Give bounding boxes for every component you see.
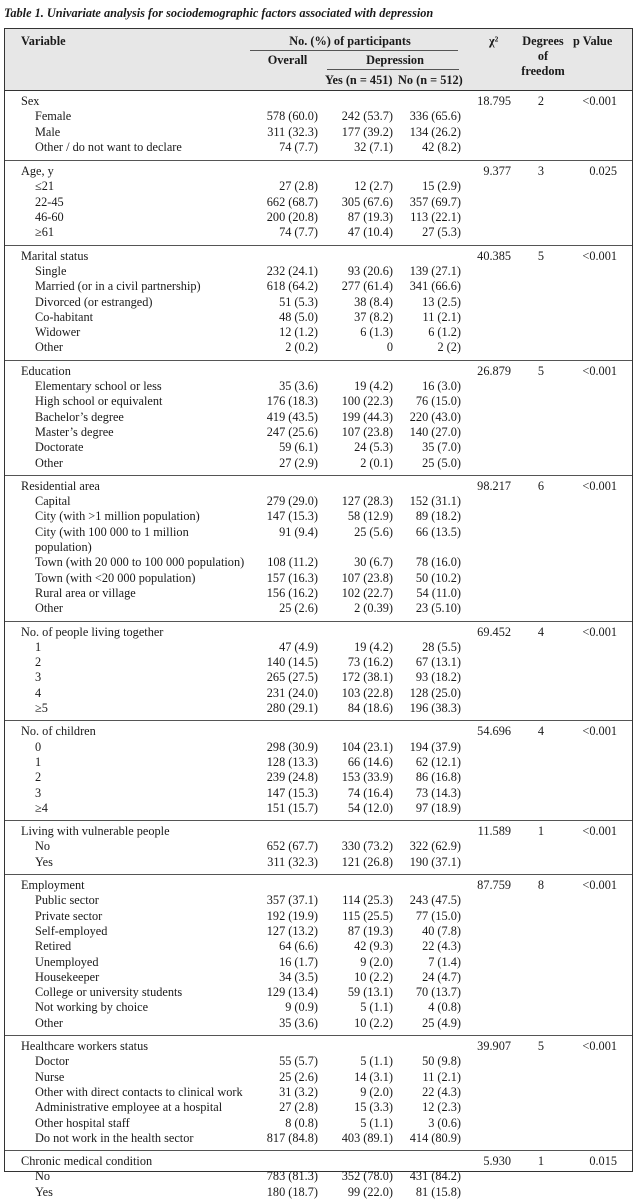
row-label: Co-habitant [35, 309, 94, 324]
row-label: Retired [35, 939, 72, 954]
section-title: Living with vulnerable people [21, 824, 170, 839]
cell-depression-yes: 107 (23.8) [341, 570, 393, 585]
row-label: ≥4 [35, 800, 48, 815]
header-variable: Variable [21, 34, 66, 48]
cell-overall: 279 (29.0) [266, 494, 318, 509]
cell-depression-yes: 73 (16.2) [347, 655, 393, 670]
section-title: Employment [21, 878, 85, 893]
header-chi: χ² [489, 34, 499, 48]
cell-overall: 578 (60.0) [266, 109, 318, 124]
degrees-of-freedom: 4 [537, 624, 545, 639]
cell-overall: 419 (43.5) [266, 409, 318, 424]
row-label: Elementary school or less [35, 379, 162, 394]
p-value: <0.001 [582, 824, 617, 839]
degrees-of-freedom: 1 [537, 824, 545, 839]
cell-overall: 128 (13.3) [266, 754, 318, 769]
cell-depression-no: 24 (4.7) [422, 969, 461, 984]
row-label: Unemployed [35, 954, 99, 969]
row-label: Administrative employee at a hospital [35, 1100, 223, 1115]
cell-overall: 662 (68.7) [266, 194, 318, 209]
chi-square-value: 5.930 [483, 1154, 511, 1169]
chi-square-value: 54.696 [477, 724, 511, 739]
row-label: 2 [35, 655, 42, 670]
table-caption: Table 1. Univariate analysis for sociodemographic factors associated with depression [4, 6, 434, 20]
cell-depression-yes: 100 (22.3) [341, 394, 393, 409]
cell-depression-no: 431 (84.2) [409, 1169, 461, 1184]
cell-depression-no: 67 (13.1) [415, 655, 461, 670]
header-df-3: freedom [521, 64, 565, 78]
cell-depression-yes: 127 (28.3) [341, 494, 393, 509]
row-label: Not working by choice [35, 1000, 149, 1015]
cell-depression-yes: 2 (0.39) [354, 601, 393, 616]
cell-depression-yes: 14 (3.1) [354, 1069, 393, 1084]
chi-square-value: 18.795 [477, 94, 511, 108]
table-header [5, 29, 632, 91]
cell-depression-no: 341 (66.6) [409, 279, 461, 294]
row-label: Yes [35, 854, 53, 869]
p-value: 0.025 [589, 164, 617, 179]
cell-depression-no: 16 (3.0) [422, 379, 461, 394]
chi-square-value: 26.879 [477, 363, 511, 378]
cell-depression-yes: 42 (9.3) [354, 939, 393, 954]
cell-depression-yes: 93 (20.6) [347, 263, 393, 278]
cell-depression-yes: 32 (7.1) [354, 139, 393, 154]
cell-depression-no: 86 (16.8) [415, 770, 461, 785]
cell-depression-yes: 19 (4.2) [354, 379, 393, 394]
cell-overall: 74 (7.7) [279, 139, 318, 154]
p-value: 0.015 [589, 1154, 617, 1169]
p-value: <0.001 [582, 363, 617, 378]
cell-depression-yes: 242 (53.7) [341, 109, 393, 124]
cell-overall: 55 (5.7) [279, 1054, 318, 1069]
header-no: No (n = 512) [398, 73, 463, 87]
table-section [5, 160, 632, 245]
row-label: City (with >1 million population) [35, 509, 200, 524]
table-section [5, 621, 632, 721]
section-title: Residential area [21, 478, 100, 493]
cell-depression-yes: 54 (12.0) [347, 800, 393, 815]
degrees-of-freedom: 5 [537, 1039, 545, 1054]
row-label: 4 [35, 685, 42, 700]
cell-depression-yes: 199 (44.3) [341, 409, 393, 424]
cell-overall: 16 (1.7) [279, 954, 318, 969]
degrees-of-freedom: 3 [537, 164, 545, 179]
cell-overall: 27 (2.9) [279, 455, 318, 470]
section-title: Sex [21, 94, 40, 108]
row-label: 2 [35, 770, 42, 785]
cell-depression-yes: 153 (33.9) [341, 770, 393, 785]
cell-overall: 8 (0.8) [285, 1115, 318, 1130]
cell-depression-no: 13 (2.5) [422, 294, 461, 309]
cell-depression-no: 22 (4.3) [422, 1084, 461, 1099]
degrees-of-freedom: 6 [537, 478, 545, 493]
cell-depression-no: 35 (7.0) [422, 440, 461, 455]
chi-square-value: 39.907 [477, 1039, 511, 1054]
cell-overall: 129 (13.4) [266, 985, 318, 1000]
cell-depression-yes: 104 (23.1) [341, 739, 393, 754]
section-title: Marital status [21, 248, 89, 263]
cell-overall: 618 (64.2) [266, 279, 318, 294]
cell-overall: 147 (15.3) [266, 509, 318, 524]
cell-overall: 232 (24.1) [266, 263, 318, 278]
cell-overall: 180 (18.7) [266, 1184, 318, 1199]
cell-depression-yes: 19 (4.2) [354, 639, 393, 654]
cell-depression-no: 93 (18.2) [415, 670, 461, 685]
cell-depression-yes: 84 (18.6) [347, 701, 393, 716]
cell-depression-yes: 87 (19.3) [347, 923, 393, 938]
cell-depression-no: 73 (14.3) [415, 785, 461, 800]
header-p: p Value [573, 34, 613, 48]
row-label: 3 [35, 785, 42, 800]
section-title: Chronic medical condition [21, 1154, 153, 1169]
cell-depression-yes: 352 (78.0) [341, 1169, 393, 1184]
cell-overall: 74 (7.7) [279, 225, 318, 240]
cell-depression-no: 77 (15.0) [415, 908, 461, 923]
cell-depression-yes: 47 (10.4) [347, 225, 393, 240]
table-section [5, 874, 632, 1035]
cell-overall: 298 (30.9) [266, 739, 318, 754]
cell-overall: 35 (3.6) [279, 379, 318, 394]
table-section [5, 360, 632, 475]
row-label: ≥61 [35, 225, 55, 240]
row-label: Single [35, 263, 67, 278]
cell-depression-yes: 114 (25.3) [342, 893, 393, 908]
cell-overall: 59 (6.1) [279, 440, 318, 455]
cell-overall: 147 (15.3) [266, 785, 318, 800]
cell-overall: 34 (3.5) [279, 969, 318, 984]
degrees-of-freedom: 5 [537, 363, 545, 378]
cell-overall: 280 (29.1) [266, 701, 318, 716]
cell-depression-no: 15 (2.9) [422, 179, 461, 194]
cell-depression-yes: 37 (8.2) [354, 309, 393, 324]
cell-depression-no: 2 (2) [437, 340, 461, 355]
cell-depression-yes: 305 (67.6) [341, 194, 393, 209]
cell-depression-yes: 66 (14.6) [347, 754, 393, 769]
table-section [5, 91, 632, 159]
degrees-of-freedom: 5 [537, 248, 545, 263]
cell-depression-yes: 103 (22.8) [341, 685, 393, 700]
cell-overall: 357 (37.1) [266, 893, 318, 908]
row-label: ≤21 [35, 179, 55, 194]
cell-depression-yes: 121 (26.8) [341, 854, 393, 869]
cell-overall: 25 (2.6) [279, 1069, 318, 1084]
cell-depression-no: 50 (9.8) [422, 1054, 461, 1069]
cell-depression-yes: 172 (38.1) [341, 670, 393, 685]
cell-depression-yes: 277 (61.4) [341, 279, 393, 294]
degrees-of-freedom: 2 [537, 94, 545, 108]
cell-depression-yes: 99 (22.0) [347, 1184, 393, 1199]
cell-depression-yes: 74 (16.4) [347, 785, 393, 800]
table-section [5, 720, 632, 820]
cell-overall: 48 (5.0) [279, 309, 318, 324]
degrees-of-freedom: 8 [537, 878, 545, 893]
row-label: College or university students [35, 985, 183, 1000]
cell-depression-no: 76 (15.0) [415, 394, 461, 409]
cell-depression-no: 194 (37.9) [409, 739, 461, 754]
cell-depression-no: 196 (38.3) [409, 701, 461, 716]
cell-overall: 140 (14.5) [266, 655, 318, 670]
cell-depression-no: 70 (13.7) [415, 985, 461, 1000]
cell-overall: 783 (81.3) [266, 1169, 318, 1184]
cell-overall: 311 (32.3) [267, 124, 318, 139]
cell-overall: 31 (3.2) [279, 1084, 318, 1099]
cell-depression-yes: 330 (73.2) [341, 839, 393, 854]
section-title: No. of children [21, 724, 96, 739]
row-label: Town (with 20 000 to 100 000 population) [35, 555, 245, 570]
cell-depression-no: 152 (31.1) [409, 494, 461, 509]
row-label: Other / do not want to declare [35, 139, 182, 154]
row-label: Divorced (or estranged) [35, 294, 153, 309]
cell-depression-no: 322 (62.9) [409, 839, 461, 854]
section-title: Age, y [21, 164, 54, 179]
row-label: Do not work in the health sector [35, 1130, 194, 1145]
cell-overall: 151 (15.7) [266, 800, 318, 815]
degrees-of-freedom: 4 [537, 724, 545, 739]
table-section [5, 245, 632, 360]
row-label: Yes [35, 1184, 53, 1199]
header-yes: Yes (n = 451) [325, 73, 393, 87]
cell-depression-no: 12 (2.3) [422, 1100, 461, 1115]
cell-depression-no: 23 (5.10) [415, 601, 461, 616]
chi-square-value: 69.452 [477, 624, 511, 639]
row-label: Nurse [35, 1069, 65, 1084]
cell-depression-yes: 24 (5.3) [354, 440, 393, 455]
row-label: Other [35, 601, 63, 616]
row-label: ≥5 [35, 701, 48, 716]
cell-overall: 127 (13.2) [266, 923, 318, 938]
cell-depression-no: 42 (8.2) [422, 139, 461, 154]
cell-overall: 27 (2.8) [279, 1100, 318, 1115]
row-label: Doctor [35, 1054, 70, 1069]
p-value: <0.001 [582, 94, 617, 108]
cell-depression-yes: 10 (2.2) [354, 969, 393, 984]
row-label: Master’s degree [35, 424, 114, 439]
row-label: No [35, 839, 51, 854]
row-label: 3 [35, 670, 42, 685]
cell-depression-no: 190 (37.1) [409, 854, 461, 869]
cell-depression-no: 40 (7.8) [422, 923, 461, 938]
cell-depression-no: 25 (4.9) [422, 1015, 461, 1030]
cell-depression-no: 6 (1.2) [428, 325, 461, 340]
row-label: Other with direct contacts to clinical work [35, 1084, 243, 1099]
cell-depression-no: 11 (2.1) [422, 1069, 461, 1084]
p-value: <0.001 [582, 624, 617, 639]
p-value: <0.001 [582, 248, 617, 263]
cell-depression-no: 4 (0.8) [428, 1000, 461, 1015]
cell-depression-no: 336 (65.6) [409, 109, 461, 124]
cell-overall: 652 (67.7) [266, 839, 318, 854]
degrees-of-freedom: 1 [537, 1154, 545, 1169]
chi-square-value: 87.759 [477, 878, 511, 893]
cell-depression-no: 7 (1.4) [428, 954, 461, 969]
cell-depression-no: 89 (18.2) [415, 509, 461, 524]
header-rule-depression [327, 69, 459, 70]
row-label: Other [35, 455, 63, 470]
header-df-1: Degrees [522, 34, 564, 48]
cell-depression-no: 22 (4.3) [422, 939, 461, 954]
row-label: 46-60 [35, 210, 64, 225]
cell-depression-no: 128 (25.0) [409, 685, 461, 700]
row-label: Rural area or village [35, 585, 136, 600]
cell-depression-yes: 6 (1.3) [360, 325, 393, 340]
cell-depression-no: 28 (5.5) [422, 639, 461, 654]
p-value: <0.001 [582, 1039, 617, 1054]
cell-depression-yes: 115 (25.5) [342, 908, 393, 923]
cell-overall: 51 (5.3) [279, 294, 318, 309]
cell-depression-no: 11 (2.1) [422, 309, 461, 324]
cell-depression-yes: 9 (2.0) [360, 954, 393, 969]
section-title: Healthcare workers status [21, 1039, 149, 1054]
row-label: Private sector [35, 908, 103, 923]
cell-depression-no: 220 (43.0) [409, 409, 461, 424]
row-label: population) [35, 540, 92, 555]
row-label: 0 [35, 739, 42, 754]
cell-depression-yes: 5 (1.1) [360, 1115, 393, 1130]
cell-depression-yes: 403 (89.1) [341, 1130, 393, 1145]
chi-square-value: 98.217 [477, 478, 511, 493]
cell-depression-yes: 12 (2.7) [354, 179, 393, 194]
cell-depression-yes: 38 (8.4) [354, 294, 393, 309]
chi-square-value: 11.589 [477, 824, 511, 839]
cell-overall: 157 (16.3) [266, 570, 318, 585]
table-section [5, 1035, 632, 1150]
chi-square-value: 40.385 [477, 248, 511, 263]
cell-depression-yes: 102 (22.7) [341, 585, 393, 600]
cell-depression-yes: 25 (5.6) [354, 524, 393, 539]
cell-depression-no: 50 (10.2) [415, 570, 461, 585]
row-label: Capital [35, 494, 71, 509]
cell-overall: 9 (0.9) [285, 1000, 318, 1015]
row-label: Other [35, 340, 63, 355]
p-value: <0.001 [582, 724, 617, 739]
row-label: Housekeeper [35, 969, 100, 984]
header-rule-participants [250, 50, 458, 51]
cell-overall: 247 (25.6) [266, 424, 318, 439]
header-participants: No. (%) of participants [289, 34, 411, 48]
row-label: Male [35, 124, 61, 139]
cell-depression-yes: 58 (12.9) [347, 509, 393, 524]
table-section [5, 820, 632, 874]
header-depression: Depression [366, 53, 424, 67]
cell-depression-yes: 30 (6.7) [354, 555, 393, 570]
row-label: No [35, 1169, 51, 1184]
cell-overall: 265 (27.5) [266, 670, 318, 685]
cell-depression-yes: 107 (23.8) [341, 424, 393, 439]
row-label: Other hospital staff [35, 1115, 130, 1130]
cell-depression-no: 3 (0.6) [428, 1115, 461, 1130]
cell-depression-yes: 87 (19.3) [347, 210, 393, 225]
row-label: High school or equivalent [35, 394, 163, 409]
p-value: <0.001 [582, 878, 617, 893]
cell-overall: 91 (9.4) [279, 524, 318, 539]
header-df-2: of [537, 49, 549, 63]
cell-overall: 192 (19.9) [266, 908, 318, 923]
cell-depression-no: 414 (80.9) [409, 1130, 461, 1145]
cell-depression-no: 140 (27.0) [409, 424, 461, 439]
cell-depression-no: 54 (11.0) [416, 585, 461, 600]
cell-depression-yes: 59 (13.1) [347, 985, 393, 1000]
cell-overall: 239 (24.8) [266, 770, 318, 785]
cell-overall: 2 (0.2) [285, 340, 318, 355]
row-label: Bachelor’s degree [35, 409, 124, 424]
cell-depression-yes: 9 (2.0) [360, 1084, 393, 1099]
row-label: Self-employed [35, 923, 108, 938]
row-label: Other [35, 1015, 63, 1030]
cell-depression-yes: 10 (2.2) [354, 1015, 393, 1030]
section-title: Education [21, 363, 71, 378]
cell-overall: 231 (24.0) [266, 685, 318, 700]
row-label: Town (with <20 000 population) [35, 570, 196, 585]
row-label: City (with 100 000 to 1 million [35, 524, 189, 539]
cell-depression-no: 66 (13.5) [415, 524, 461, 539]
cell-overall: 200 (20.8) [266, 210, 318, 225]
cell-depression-no: 62 (12.1) [415, 754, 461, 769]
cell-depression-no: 113 (22.1) [410, 210, 461, 225]
cell-overall: 47 (4.9) [279, 639, 318, 654]
cell-overall: 12 (1.2) [279, 325, 318, 340]
cell-depression-no: 27 (5.3) [422, 225, 461, 240]
row-label: Public sector [35, 893, 99, 908]
row-label: 22-45 [35, 194, 64, 209]
row-label: 1 [35, 639, 42, 654]
cell-depression-no: 139 (27.1) [409, 263, 461, 278]
cell-depression-yes: 5 (1.1) [360, 1054, 393, 1069]
p-value: <0.001 [582, 478, 617, 493]
cell-depression-yes: 5 (1.1) [360, 1000, 393, 1015]
row-label: Married (or in a civil partnership) [35, 279, 201, 294]
cell-depression-no: 97 (18.9) [415, 800, 461, 815]
cell-depression-no: 78 (16.0) [415, 555, 461, 570]
row-label: Female [35, 109, 72, 124]
cell-overall: 817 (84.8) [266, 1130, 318, 1145]
cell-depression-yes: 2 (0.1) [360, 455, 393, 470]
cell-overall: 108 (11.2) [267, 555, 318, 570]
header-overall: Overall [267, 53, 308, 67]
cell-depression-yes: 177 (39.2) [341, 124, 393, 139]
cell-depression-no: 134 (26.2) [409, 124, 461, 139]
cell-depression-yes: 0 [386, 340, 393, 355]
table-section [5, 475, 632, 621]
cell-overall: 27 (2.8) [279, 179, 318, 194]
cell-depression-no: 357 (69.7) [409, 194, 461, 209]
cell-overall: 64 (6.6) [279, 939, 318, 954]
row-label: Widower [35, 325, 81, 340]
row-label: 1 [35, 754, 42, 769]
cell-depression-no: 81 (15.8) [415, 1184, 461, 1199]
data-table [4, 28, 633, 1199]
section-title: No. of people living together [21, 624, 164, 639]
cell-overall: 176 (18.3) [266, 394, 318, 409]
chi-square-value: 9.377 [483, 164, 511, 179]
cell-depression-yes: 15 (3.3) [354, 1100, 393, 1115]
row-label: Doctorate [35, 440, 84, 455]
cell-overall: 311 (32.3) [267, 854, 318, 869]
cell-depression-no: 25 (5.0) [422, 455, 461, 470]
cell-overall: 156 (16.2) [266, 585, 318, 600]
cell-overall: 35 (3.6) [279, 1015, 318, 1030]
cell-overall: 25 (2.6) [279, 601, 318, 616]
cell-depression-no: 243 (47.5) [409, 893, 461, 908]
table-section [5, 1150, 632, 1204]
